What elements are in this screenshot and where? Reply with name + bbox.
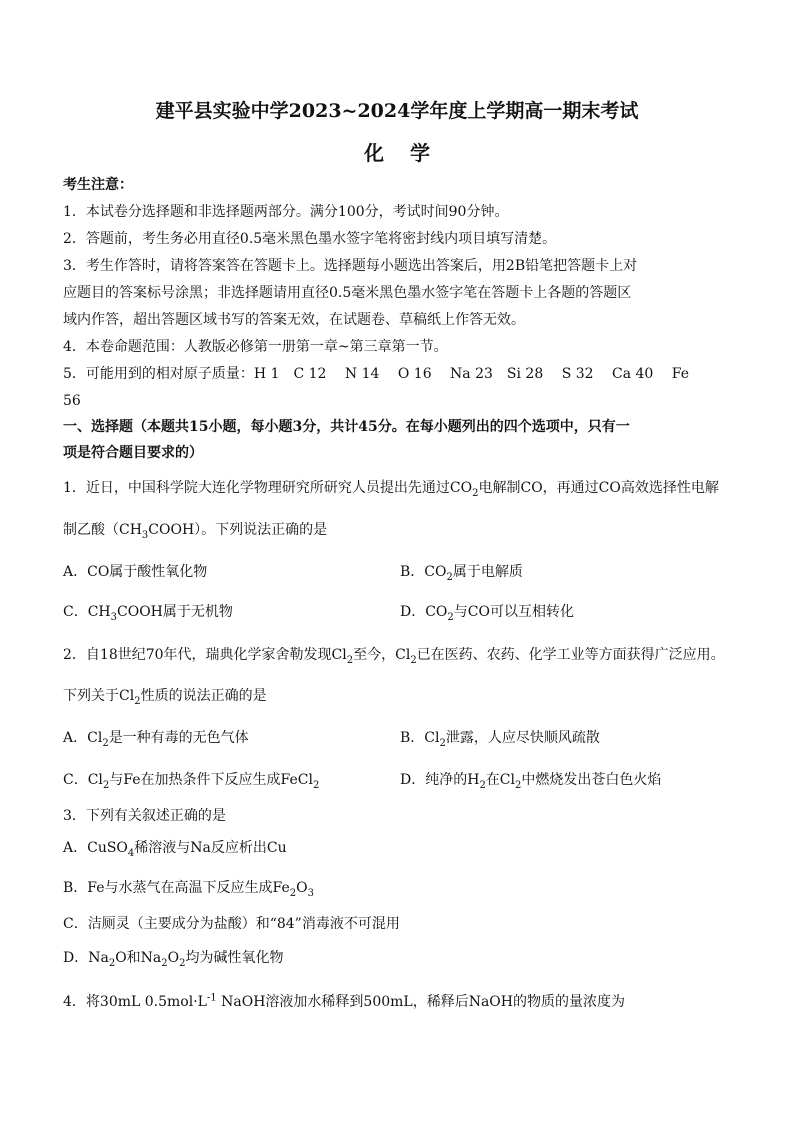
q3-option-a-a: A．CuSO [63,840,128,856]
q2-option-b-b: 泄露，人应尽快顺风疏散 [445,730,600,746]
q2-stem-line-1 [63,645,731,665]
q3-option-b-sub2: 3 [307,887,314,899]
q2-stem-sub1: 2 [346,654,354,666]
q2-option-a-sub: 2 [102,737,109,749]
q1-option-c-a: C．CH [63,604,111,620]
notice-item-4: 4．本卷命题范围：人教版必修第一册第一章~第三章第一节。 [63,339,448,355]
q3-option-a-sub: 4 [127,847,135,859]
q3-option-a [63,838,287,858]
q1-option-c-b: COOH属于无机物 [117,604,233,620]
q2-stem-a: 2．自18世纪70年代，瑞典化学家舍勒发现Cl [63,647,347,663]
q2-stem-b: 至今，Cl [353,647,411,663]
notice-item-3-line-3: 域内作答，超出答题区域书写的答案无效，在试题卷、草稿纸上作答无效。 [63,312,525,328]
q3-stem: 3．下列有关叙述正确的是 [63,808,226,824]
q2-option-b [400,728,600,748]
q1-option-d-a: D．CO [400,604,448,620]
notice-item-3-line-1: 3．考生作答时，请将答案答在答题卡上。选择题每小题选出答案后，用2B铅笔把答题卡上对 [63,258,638,274]
q3-option-b [63,878,314,898]
q2-option-a-a: A．Cl [63,730,103,746]
q2-option-c-b: 与Fe在加热条件下反应生成FeCl [109,772,313,788]
q1-stem-b: 电解制CO，再通过CO高效选择性电解 [478,480,719,496]
q1-stem-sub: 2 [472,487,479,499]
q1-option-b-sub: 2 [446,571,453,583]
q1-stem2-b: COOH）。下列说法正确的是 [148,522,328,538]
q3-option-b-a: B．Fe与水蒸气在高温下反应生成Fe [63,880,290,896]
q2-option-b-a: B．Cl [400,730,440,746]
q3-option-d-sub: 2 [108,957,116,969]
q1-option-c [63,602,233,622]
q2-option-a [63,728,249,748]
q3-option-a-b: 稀溶液与Na反应析出Cu [134,840,287,856]
q1-option-d-sub: 2 [447,611,454,623]
notice-item-2: 2．答题前，考生务必用直径0.5毫米黑色墨水签字笔将密封线内项目填写清楚。 [63,231,557,247]
q4-stem-sup: -1 [206,992,217,1004]
q2-option-c-sub2: 2 [312,779,320,791]
q1-stem-line-1 [63,478,731,498]
q1-option-b [400,562,523,582]
q2-option-d-c: 中燃烧发出苍白色火焰 [521,772,662,788]
q2-stem2-a: 下列关于Cl [63,688,135,704]
q4-stem-b: NaOH溶液加水稀释到500mL，稀释后NaOH的物质的量浓度为 [216,994,625,1010]
q3-option-d [63,948,284,968]
q3-option-d-sub3: 2 [179,957,186,969]
notice-item-3-line-2: 应题目的答案标号涂黑；非选择题请用直径0.5毫米黑色墨水签字笔在答题卡上各题的答题区 [63,285,632,301]
section-1-heading-line-2: 项是符合题目要求的） [63,445,203,461]
q2-stem-line-2 [63,686,731,706]
q3-option-d-c: O [167,950,180,966]
notice-item-5-line-1: 5．可能用到的相对原子质量：H 1 C 12 N 14 O 16 Na 23 Si 28 S 32 Ca 40 Fe [63,366,690,382]
q2-option-d-sub2: 2 [515,779,522,791]
q2-stem-sub2: 2 [410,654,417,666]
q2-option-d-b: 在Cl [485,772,516,788]
q2-option-b-sub: 2 [439,737,446,749]
q2-stem2-sub: 2 [134,695,141,707]
q1-option-a: A．CO属于酸性氧化物 [63,564,208,580]
q4-stem-a: 4．将30mL 0.5mol·L [63,994,207,1010]
notice-item-5-line-2: 56 [63,393,81,409]
q2-option-d [400,770,661,790]
q3-option-c: C．洁厕灵（主要成分为盐酸）和“84”消毒液不可混用 [63,916,400,932]
q1-option-c-sub: 3 [110,611,118,623]
q3-option-d-a: D．Na [63,950,109,966]
q3-option-b-sub: 2 [289,887,297,899]
q2-option-c [63,770,319,790]
q1-stem2-sub: 3 [141,529,149,541]
q2-stem-c: 已在医药、农药、化学工业等方面获得广泛应用。 [416,647,725,663]
q1-option-b-b: 属于电解质 [452,564,523,580]
q2-stem2-b: 性质的说法正确的是 [140,688,267,704]
q1-stem-line-2 [63,520,731,540]
section-1-heading-line-1: 一、选择题（本题共15小题，每小题3分，共计45分。在每小题列出的四个选项中，只有一 [63,419,630,435]
q1-stem2-a: 制乙酸（CH [63,522,142,538]
q1-option-d [400,602,574,622]
q3-option-d-d: 均为碱性氧化物 [185,950,284,966]
q3-option-d-sub2: 2 [161,957,168,969]
q2-option-c-a: C．Cl [63,772,103,788]
q4-stem [63,992,731,1012]
q2-option-a-b: 是一种有毒的无色气体 [108,730,249,746]
q1-option-b-a: B．CO [400,564,447,580]
q2-option-d-sub: 2 [479,779,486,791]
subject-title: 化学 [364,141,456,165]
q3-option-b-b: O [296,880,308,896]
exam-title: 建平县实验中学2023~2024学年度上学期高一期末考试 [155,100,639,122]
q1-option-d-b: 与CO可以互相转化 [453,604,574,620]
q2-option-c-sub: 2 [102,779,110,791]
notice-item-1: 1．本试卷分选择题和非选择题两部分。满分100分，考试时间90分钟。 [63,204,509,220]
q2-option-d-a: D．纯净的H [400,772,480,788]
notice-heading: 考生注意： [63,177,133,193]
q3-option-d-b: O和Na [115,950,162,966]
q1-stem-a: 1．近日，中国科学院大连化学物理研究所研究人员提出先通过CO [63,480,473,496]
